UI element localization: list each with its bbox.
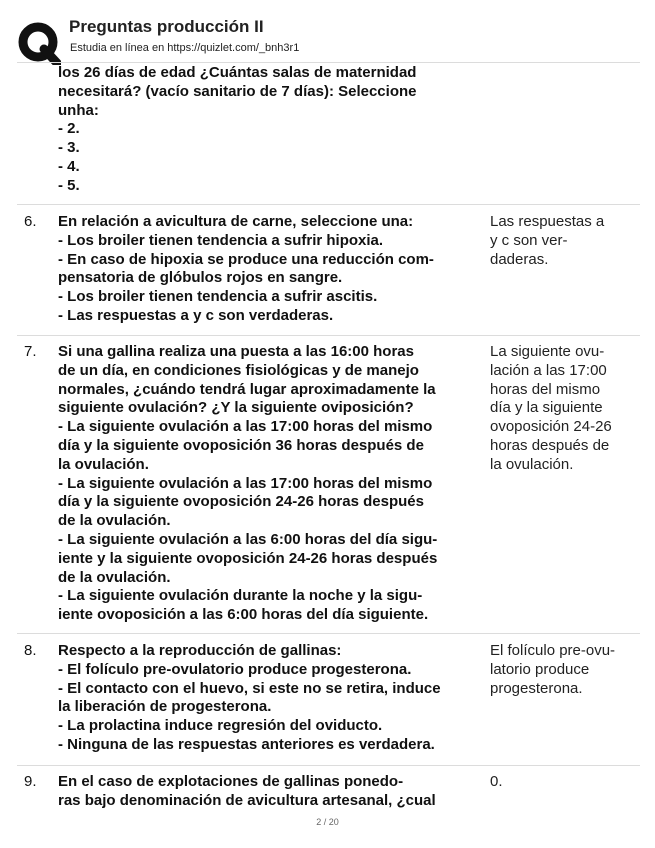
question-option: - 3. (58, 139, 80, 157)
question-line: - La siguiente ovulación a las 17:00 horas del mismo (58, 418, 433, 436)
question-continuation (58, 64, 490, 196)
question-line: día y la siguiente ovoposición 36 horas después de (58, 436, 424, 454)
question-number: 7. (24, 343, 37, 360)
document-subtitle: Estudia en línea en https://quizlet.com/_bnh3r1 (70, 42, 300, 54)
question-line: día y la siguiente ovoposición 24-26 horas después (58, 493, 424, 511)
question-line: de la ovulación. (58, 512, 171, 530)
page-indicator: 2 / 20 (316, 817, 339, 827)
divider (17, 765, 640, 766)
question-text (58, 642, 490, 755)
answer-text (490, 213, 640, 269)
question-line: - La prolactina induce regresión del oviducto. (58, 717, 383, 735)
answer-line: lación a las 17:00 (490, 361, 607, 379)
question-line: normales, ¿cuándo tendrá lugar aproximadamente la (58, 380, 436, 398)
question-line: En relación a avicultura de carne, seleccione una: (58, 213, 414, 230)
answer-line: horas después de (490, 436, 610, 454)
answer-text (490, 773, 640, 792)
question-line: pensatoria de glóbulos rojos en sangre. (58, 269, 343, 287)
answer-line: la ovulación. (490, 455, 574, 473)
question-number: 6. (24, 213, 37, 230)
question-number: 8. (24, 642, 37, 659)
divider (17, 633, 640, 634)
question-line: de un día, en condiciones fisiológicas y de manejo (58, 361, 419, 379)
answer-line: Las respuestas a (490, 213, 605, 230)
document-title: Preguntas producción II (69, 17, 264, 36)
question-line: - El folículo pre-ovulatorio produce progesterona. (58, 660, 412, 678)
divider (17, 62, 640, 63)
divider (17, 335, 640, 336)
question-line: de la ovulación. (58, 568, 171, 586)
question-line: - Ninguna de las respuestas anteriores es verdadera. (58, 735, 435, 753)
question-line: la ovulación. (58, 455, 149, 473)
answer-line: progesterona. (490, 679, 583, 697)
question-line: necesitará? (vacío sanitario de 7 días): Seleccione (58, 82, 417, 100)
question-text (58, 773, 490, 811)
question-line: - La siguiente ovulación a las 17:00 horas del mismo (58, 474, 433, 492)
question-line: iente ovoposición a las 6:00 horas del día siguiente. (58, 606, 429, 624)
question-line: Respecto a la reproducción de gallinas: (58, 642, 342, 659)
answer-text (490, 642, 640, 698)
question-option: - 2. (58, 120, 80, 138)
question-line: iente y la siguiente ovoposición 24-26 horas después (58, 549, 438, 567)
question-line: unha: (58, 101, 99, 119)
question-text (58, 343, 490, 625)
answer-line: latorio produce (490, 660, 590, 678)
answer-line: 0. (490, 773, 503, 790)
answer-line: ovoposición 24-26 (490, 418, 612, 436)
quizlet-logo-icon (17, 21, 61, 65)
answer-line: daderas. (490, 250, 549, 268)
question-line: En el caso de explotaciones de gallinas ponedo- (58, 773, 404, 790)
question-line: - Las respuestas a y c son verdaderas. (58, 306, 334, 324)
answer-line: El folículo pre-ovu- (490, 642, 616, 659)
question-line: - Los broiler tienen tendencia a sufrir ascitis. (58, 288, 378, 306)
question-line: - La siguiente ovulación durante la noche y la sigu- (58, 587, 423, 605)
question-option: - 5. (58, 176, 80, 194)
question-line: ras bajo denominación de avicultura artesanal, ¿cual (58, 791, 436, 809)
question-line: - La siguiente ovulación a las 6:00 horas del día sigu- (58, 530, 438, 548)
answer-line: y c son ver- (490, 231, 568, 249)
question-line: la liberación de progesterona. (58, 698, 272, 716)
question-number: 9. (24, 773, 37, 790)
answer-line: horas del mismo (490, 380, 601, 398)
question-line: - El contacto con el huevo, si este no se retira, induce (58, 679, 441, 697)
question-line: siguiente ovulación? ¿Y la siguiente oviposición? (58, 399, 414, 417)
question-option: - 4. (58, 157, 80, 175)
answer-text (490, 343, 640, 475)
page-header (0, 0, 655, 62)
question-line: - En caso de hipoxia se produce una reducción com- (58, 250, 434, 268)
question-text (58, 213, 490, 326)
question-line: - Los broiler tienen tendencia a sufrir hipoxia. (58, 231, 384, 249)
answer-line: La siguiente ovu- (490, 343, 605, 360)
answer-line: día y la siguiente (490, 399, 603, 417)
divider (17, 204, 640, 205)
question-line: los 26 días de edad ¿Cuántas salas de maternidad (58, 64, 417, 81)
question-line: Si una gallina realiza una puesta a las 16:00 horas (58, 343, 414, 360)
